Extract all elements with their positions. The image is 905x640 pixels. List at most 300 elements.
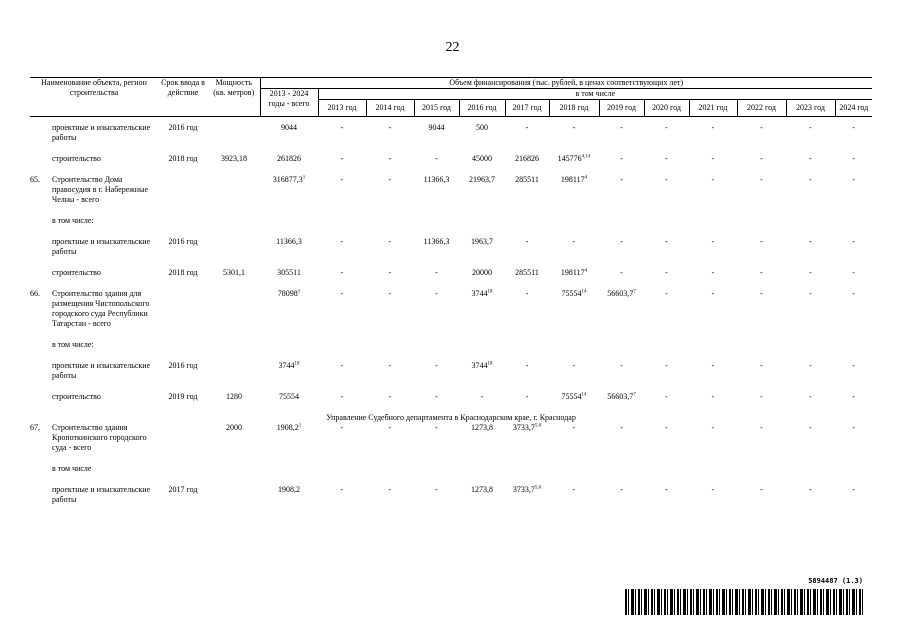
year-amount: -	[388, 175, 392, 184]
year-amount: -	[665, 154, 668, 163]
year-value	[689, 392, 737, 402]
year-amount: -	[435, 485, 438, 494]
year-value	[459, 237, 505, 257]
commission-term: 2019 год	[168, 392, 198, 401]
year-value	[689, 123, 737, 143]
year-amount: -	[665, 423, 668, 432]
year-value	[786, 423, 835, 453]
year-value	[644, 485, 689, 505]
year-value	[835, 464, 872, 474]
year-amount: -	[711, 237, 715, 246]
total-value	[260, 361, 318, 381]
year-value	[737, 123, 786, 143]
total-value	[260, 289, 318, 329]
capacity: 1280	[226, 392, 243, 401]
year-amount: 11366,3	[423, 175, 450, 184]
year-value	[459, 175, 505, 205]
year-amount: -	[852, 154, 855, 163]
capacity	[208, 216, 260, 226]
year-value	[414, 464, 459, 474]
year-amount: -	[711, 268, 715, 277]
year-amount: -	[852, 175, 855, 184]
commission-term: 2016 год	[168, 361, 198, 370]
year-value	[318, 464, 366, 474]
capacity	[208, 289, 260, 329]
table-row	[30, 268, 872, 278]
year-amount: -	[760, 268, 763, 277]
year-amount: -	[388, 361, 392, 370]
year-amount: -	[388, 237, 392, 246]
year-value	[414, 392, 459, 402]
capacity	[208, 123, 260, 143]
capacity	[208, 237, 260, 257]
year-value	[835, 154, 872, 164]
year-value	[459, 123, 505, 143]
year-amount: -	[809, 123, 812, 132]
year-amount: -	[435, 392, 438, 401]
year-value	[366, 392, 414, 402]
year-value	[644, 154, 689, 164]
year-value	[366, 423, 414, 453]
year-value	[737, 485, 786, 505]
year-value	[644, 289, 689, 329]
year-amount: -	[388, 392, 392, 401]
year-amount: 3733,7	[512, 485, 535, 494]
financing-table	[30, 77, 872, 516]
year-value	[414, 216, 459, 226]
year-value	[737, 237, 786, 257]
year-amount: -	[340, 289, 344, 298]
year-value	[505, 216, 549, 226]
object-name: проектные и изыскательские работы	[52, 237, 151, 256]
year-value	[737, 423, 786, 453]
year-value	[505, 154, 549, 164]
year-value	[459, 289, 505, 329]
year-amount: -	[852, 268, 855, 277]
capacity	[208, 361, 260, 381]
total-number: 3744	[278, 361, 295, 370]
barcode-bars	[625, 589, 863, 615]
year-value	[318, 154, 366, 164]
year-amount: 145776	[557, 154, 582, 163]
header-including: в том числе	[318, 89, 872, 100]
year-value	[644, 216, 689, 226]
year-value	[318, 268, 366, 278]
year-value	[737, 154, 786, 164]
row-number	[30, 237, 50, 257]
year-value	[644, 464, 689, 474]
year-amount: 216826	[515, 154, 540, 163]
page-number: 22	[445, 40, 460, 55]
year-value	[786, 123, 835, 143]
year-amount: 3744	[471, 361, 488, 370]
year-value	[366, 464, 414, 474]
year-amount: -	[809, 392, 812, 401]
year-amount: 75554	[561, 392, 582, 401]
year-value	[835, 268, 872, 278]
year-amount: -	[620, 485, 623, 494]
year-value	[599, 154, 644, 164]
year-value	[318, 175, 366, 205]
year-value	[786, 289, 835, 329]
footnote-mark: 1	[298, 423, 302, 429]
total-value	[260, 237, 318, 257]
year-value	[318, 237, 366, 257]
header-capacity: Мощность (кв. метров)	[208, 78, 260, 117]
table-row	[30, 175, 872, 205]
year-value	[459, 392, 505, 402]
total-value	[260, 268, 318, 278]
total-value	[260, 423, 318, 453]
year-amount: -	[665, 268, 668, 277]
year-value	[644, 392, 689, 402]
year-amount: -	[711, 123, 715, 132]
year-amount: -	[760, 154, 763, 163]
year-value	[835, 485, 872, 505]
year-amount: -	[809, 361, 812, 370]
year-value	[644, 237, 689, 257]
year-amount: -	[852, 237, 855, 246]
year-value	[318, 392, 366, 402]
year-value	[505, 464, 549, 474]
year-value	[835, 340, 872, 350]
year-value	[786, 392, 835, 402]
header-year: 2023 год	[786, 100, 835, 117]
year-amount: -	[852, 485, 855, 494]
footnote-mark: 14	[581, 392, 587, 398]
commission-term	[158, 216, 208, 226]
total-number: 261826	[277, 154, 302, 163]
year-amount: -	[525, 237, 529, 246]
header-financing: Объем финансирования (тыс. рублей, в ценах соответствующих лет)	[260, 78, 872, 89]
capacity: 2000	[226, 423, 243, 432]
year-value	[414, 485, 459, 505]
year-amount: -	[809, 423, 812, 432]
year-value	[366, 175, 414, 205]
year-value	[835, 123, 872, 143]
year-value	[318, 216, 366, 226]
year-value	[549, 216, 599, 226]
year-amount: -	[852, 423, 855, 432]
year-value	[366, 237, 414, 257]
year-value	[737, 392, 786, 402]
year-value	[786, 485, 835, 505]
year-amount: 20000	[472, 268, 493, 277]
commission-term	[158, 423, 208, 453]
year-amount: -	[760, 361, 763, 370]
year-amount: -	[340, 123, 344, 132]
year-value	[644, 423, 689, 453]
total-number: 75554	[279, 392, 300, 401]
footnote-mark: 4	[584, 268, 588, 274]
header-year: 2019 год	[599, 100, 644, 117]
year-amount: -	[572, 423, 576, 432]
header-year: 2016 год	[459, 100, 505, 117]
year-amount: -	[340, 361, 344, 370]
barcode	[625, 577, 863, 617]
year-value	[786, 237, 835, 257]
year-value	[549, 392, 599, 402]
footnote-mark: 5,6	[534, 423, 542, 429]
year-value	[318, 423, 366, 453]
table-row	[30, 423, 872, 453]
row-number	[30, 392, 50, 402]
year-value	[318, 340, 366, 350]
year-value	[549, 237, 599, 257]
year-amount: -	[620, 237, 623, 246]
footnote-mark: 18	[487, 289, 493, 295]
year-value	[414, 237, 459, 257]
year-amount: -	[665, 485, 668, 494]
year-amount: -	[525, 361, 529, 370]
year-amount: -	[340, 392, 344, 401]
year-amount: -	[620, 123, 623, 132]
commission-term	[158, 464, 208, 474]
year-amount: -	[480, 392, 484, 401]
year-amount: -	[572, 237, 576, 246]
year-amount: -	[435, 268, 438, 277]
year-amount: -	[711, 423, 715, 432]
year-value	[835, 237, 872, 257]
year-value	[599, 216, 644, 226]
year-amount: -	[665, 392, 668, 401]
year-amount: -	[340, 237, 344, 246]
header-year: 2018 год	[549, 100, 599, 117]
commission-term: 2018 год	[168, 154, 198, 163]
commission-term: 2016 год	[168, 123, 198, 132]
year-value	[835, 216, 872, 226]
year-value	[644, 340, 689, 350]
object-name: Строительство здания для размещения Чистопольского городского суда Республики Татарстан - всего	[52, 289, 150, 328]
year-value	[366, 361, 414, 381]
capacity	[208, 464, 260, 474]
section-row	[30, 413, 872, 423]
year-amount: 9044	[428, 123, 445, 132]
year-amount: -	[665, 361, 668, 370]
year-amount: -	[435, 289, 438, 298]
year-value	[689, 216, 737, 226]
year-value	[366, 485, 414, 505]
year-amount: -	[620, 361, 623, 370]
year-value	[459, 361, 505, 381]
year-value	[505, 340, 549, 350]
year-value	[459, 464, 505, 474]
year-value	[459, 340, 505, 350]
year-amount: -	[388, 268, 392, 277]
year-amount: -	[809, 289, 812, 298]
header-total: 2013 - 2024 годы - всего	[260, 89, 318, 117]
year-value	[786, 361, 835, 381]
year-value	[835, 175, 872, 205]
year-value	[459, 216, 505, 226]
year-value	[737, 289, 786, 329]
year-value	[505, 237, 549, 257]
year-value	[505, 423, 549, 453]
year-value	[414, 423, 459, 453]
year-value	[599, 289, 644, 329]
year-amount: -	[809, 175, 812, 184]
total-value	[260, 340, 318, 350]
year-amount: -	[665, 289, 668, 298]
year-value	[318, 289, 366, 329]
row-number: 66.	[30, 289, 40, 298]
year-amount: 21963,7	[469, 175, 496, 184]
year-value	[318, 123, 366, 143]
total-value	[260, 392, 318, 402]
footnote-mark: 1	[302, 175, 306, 181]
year-amount: -	[711, 361, 715, 370]
table-row	[30, 340, 872, 350]
year-amount: -	[340, 175, 344, 184]
year-value	[786, 175, 835, 205]
year-amount: 198117	[560, 268, 585, 277]
year-value	[786, 268, 835, 278]
object-name: проектные и изыскательские работы	[52, 485, 151, 504]
object-name: строительство	[52, 268, 101, 277]
year-value	[689, 268, 737, 278]
year-value	[549, 485, 599, 505]
footnote-mark: 1	[297, 289, 301, 295]
year-amount: -	[620, 423, 623, 432]
commission-term	[158, 175, 208, 205]
year-value	[505, 175, 549, 205]
capacity: 3923,18	[221, 154, 248, 163]
year-value	[689, 289, 737, 329]
year-value	[689, 154, 737, 164]
year-value	[737, 464, 786, 474]
year-amount: -	[665, 237, 668, 246]
row-number	[30, 154, 50, 164]
year-value	[459, 485, 505, 505]
capacity	[208, 340, 260, 350]
total-value	[260, 216, 318, 226]
row-number	[30, 464, 50, 474]
year-value	[366, 216, 414, 226]
header-year: 2024 год	[835, 100, 872, 117]
year-value	[835, 392, 872, 402]
year-value	[786, 216, 835, 226]
year-value	[689, 485, 737, 505]
total-value	[260, 485, 318, 505]
commission-term	[158, 289, 208, 329]
year-value	[644, 123, 689, 143]
capacity	[208, 485, 260, 505]
year-value	[366, 123, 414, 143]
year-value	[414, 361, 459, 381]
table-row	[30, 154, 872, 164]
total-number: 1908,2	[276, 423, 299, 432]
total-value	[260, 154, 318, 164]
year-value	[459, 154, 505, 164]
object-name: строительство	[52, 392, 101, 401]
year-amount: -	[852, 289, 855, 298]
year-value	[366, 268, 414, 278]
header-year: 2014 год	[366, 100, 414, 117]
year-value	[689, 340, 737, 350]
year-value	[737, 340, 786, 350]
total-value	[260, 123, 318, 143]
footnote-mark: 18	[294, 361, 300, 367]
total-value	[260, 464, 318, 474]
row-number	[30, 340, 50, 350]
object-name: строительство	[52, 154, 101, 163]
year-value	[318, 485, 366, 505]
year-amount: -	[809, 237, 812, 246]
year-value	[549, 340, 599, 350]
year-value	[689, 464, 737, 474]
year-amount: -	[525, 392, 529, 401]
year-value	[549, 289, 599, 329]
commission-term: 2017 год	[168, 485, 198, 494]
year-value	[505, 268, 549, 278]
year-amount: -	[809, 154, 812, 163]
total-number: 316877,3	[272, 175, 303, 184]
year-value	[549, 464, 599, 474]
year-value	[737, 361, 786, 381]
year-amount: 56603,7	[607, 289, 634, 298]
year-value	[599, 361, 644, 381]
year-value	[737, 216, 786, 226]
capacity	[208, 175, 260, 205]
year-amount: -	[620, 268, 623, 277]
year-amount: -	[665, 123, 668, 132]
year-value	[737, 268, 786, 278]
row-number	[30, 268, 50, 278]
commission-term: 2018 год	[168, 268, 198, 277]
object-name: Строительство Дома правосудия в г. Набережные Челны - всего	[52, 175, 149, 204]
year-amount: -	[711, 289, 715, 298]
footnote-mark: 7	[633, 392, 636, 398]
year-amount: 1273,8	[471, 423, 494, 432]
table-row	[30, 237, 872, 257]
capacity: 5301,1	[223, 268, 246, 277]
year-value	[644, 361, 689, 381]
object-name: Строительство здания Кропоткинского городского суда - всего	[52, 423, 147, 452]
year-amount: 56603,7	[607, 392, 634, 401]
year-value	[505, 392, 549, 402]
year-amount: -	[572, 485, 576, 494]
year-value	[366, 340, 414, 350]
row-number: 65.	[30, 175, 40, 184]
year-amount: 285511	[515, 175, 539, 184]
year-amount: 1963,7	[471, 237, 494, 246]
year-value	[599, 423, 644, 453]
year-amount: 285511	[515, 268, 539, 277]
header-year: 2015 год	[414, 100, 459, 117]
year-amount: -	[620, 175, 623, 184]
year-amount: -	[711, 154, 715, 163]
footnote-mark: 5,6	[534, 485, 542, 491]
year-value	[786, 340, 835, 350]
commission-term: 2016 год	[168, 237, 198, 246]
year-amount: -	[572, 361, 576, 370]
year-value	[414, 340, 459, 350]
year-amount: -	[620, 154, 623, 163]
year-amount: -	[711, 485, 715, 494]
year-amount: -	[852, 123, 855, 132]
table-row	[30, 123, 872, 143]
year-value	[549, 123, 599, 143]
year-value	[549, 268, 599, 278]
year-amount: 75554	[561, 289, 582, 298]
year-amount: -	[388, 423, 392, 432]
year-value	[414, 123, 459, 143]
year-amount: -	[388, 289, 392, 298]
year-amount: 3733,7	[512, 423, 535, 432]
year-amount: -	[760, 175, 763, 184]
year-value	[549, 175, 599, 205]
header-term: Срок ввода в действие	[158, 78, 208, 117]
